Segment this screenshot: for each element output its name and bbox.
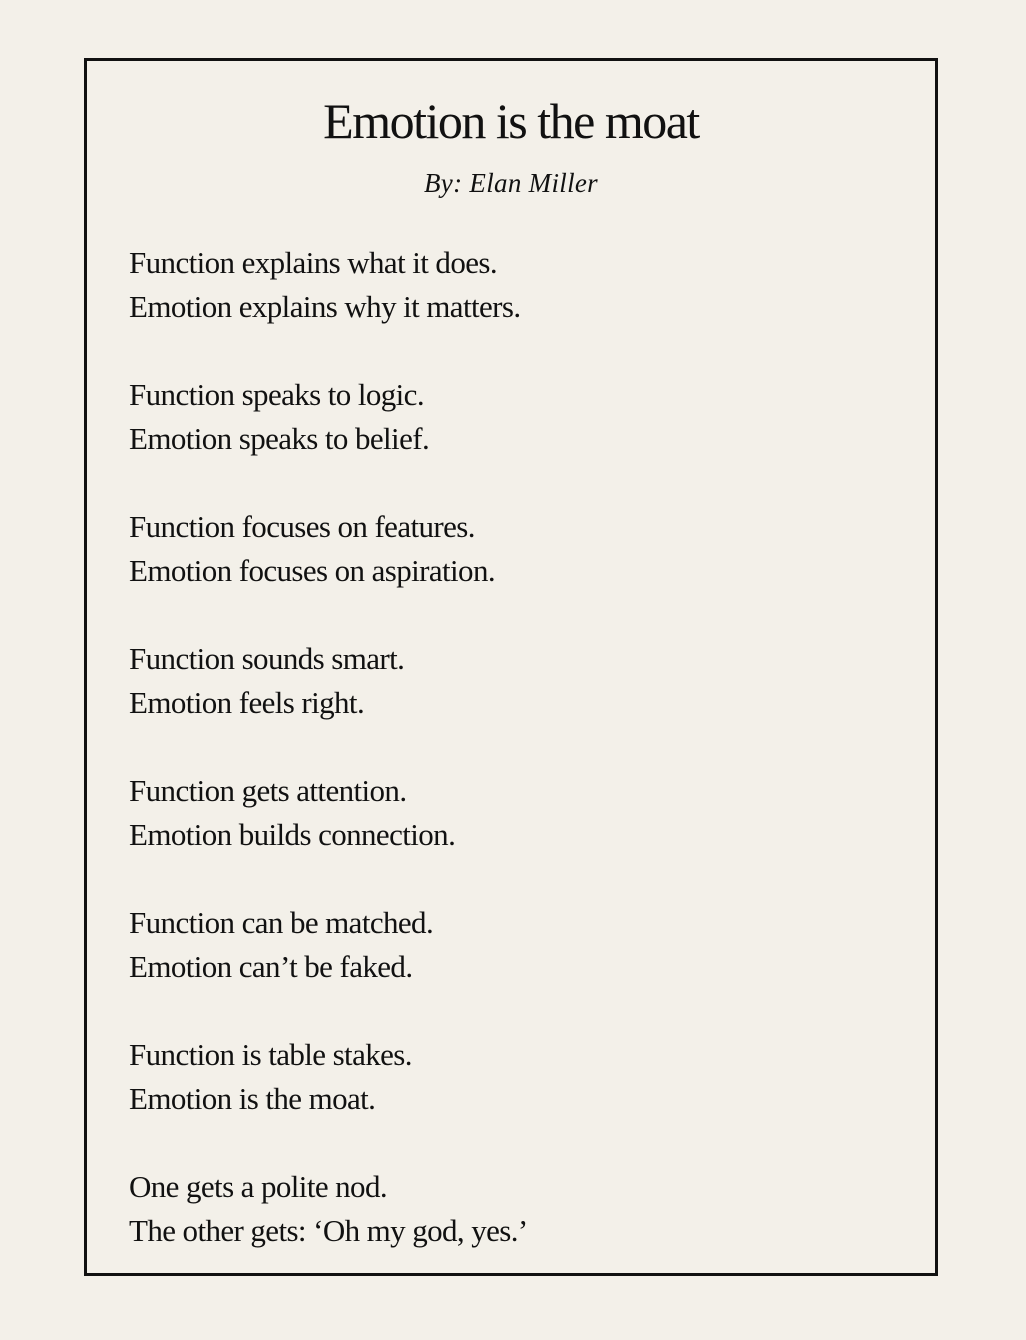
poem-line: One gets a polite nod. xyxy=(129,1169,387,1204)
poem-line: Function gets attention. xyxy=(129,773,407,808)
poem-line: The other gets: ‘Oh my god, yes.’ xyxy=(129,1213,528,1248)
stanza-1 xyxy=(129,241,905,373)
poem-line: Function can be matched. xyxy=(129,905,434,940)
poem-line: Emotion can’t be faked. xyxy=(129,949,413,984)
poem-body xyxy=(129,241,905,1297)
poem-line: Function is table stakes. xyxy=(129,1037,412,1072)
stanza-6 xyxy=(129,901,905,1033)
poem-line: Function speaks to logic. xyxy=(129,377,424,412)
poem-line: Emotion speaks to belief. xyxy=(129,421,430,456)
stanza-3 xyxy=(129,505,905,637)
poem-line: Function sounds smart. xyxy=(129,641,405,676)
poem-line: Emotion is the moat. xyxy=(129,1081,376,1116)
poem-line: Emotion explains why it matters. xyxy=(129,289,521,324)
poem-line: Emotion focuses on aspiration. xyxy=(129,553,495,588)
poem-line: Function focuses on features. xyxy=(129,509,475,544)
poem-line: Emotion builds connection. xyxy=(129,817,456,852)
poem-byline: By: Elan Miller xyxy=(424,168,598,198)
poem-frame xyxy=(84,58,938,1276)
poem-title: Emotion is the moat xyxy=(323,93,699,149)
stanza-8 xyxy=(129,1165,905,1297)
stanza-7 xyxy=(129,1033,905,1165)
poem-line: Emotion feels right. xyxy=(129,685,365,720)
stanza-4 xyxy=(129,637,905,769)
poem-line: Function explains what it does. xyxy=(129,245,497,280)
stanza-5 xyxy=(129,769,905,901)
stanza-2 xyxy=(129,373,905,505)
